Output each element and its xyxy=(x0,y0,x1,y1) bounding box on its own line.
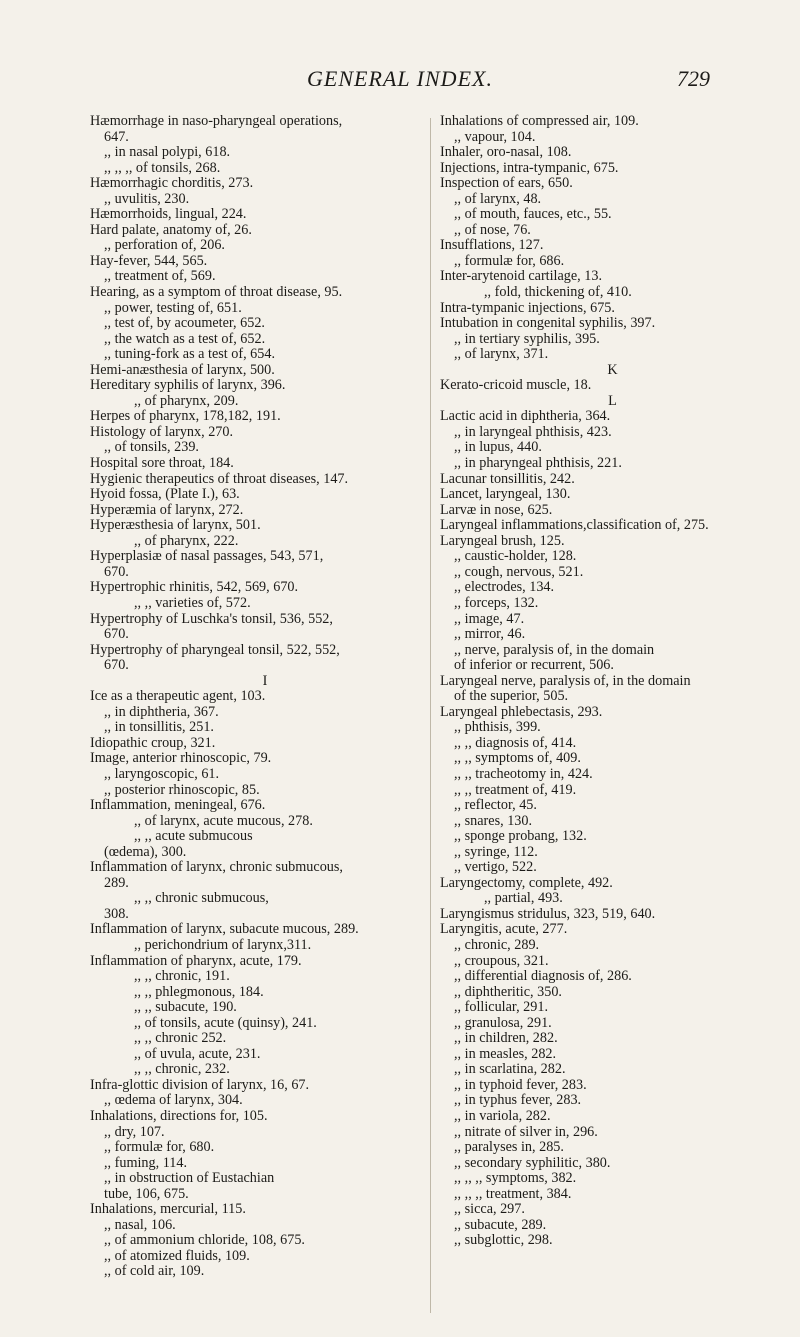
index-entry: ,, power, testing of, 651. xyxy=(104,299,242,316)
index-entry: ,, vertigo, 522. xyxy=(454,859,537,876)
index-entry: ,, nasal, 106. xyxy=(104,1216,176,1233)
index-entry: ,, cough, nervous, 521. xyxy=(454,563,584,580)
page-title: GENERAL INDEX. xyxy=(307,66,493,91)
index-entry: ,, image, 47. xyxy=(454,610,525,627)
index-entry: ,, in pharyngeal phthisis, 221. xyxy=(454,455,622,472)
index-entry: Hard palate, anatomy of, 26. xyxy=(90,221,252,238)
index-entry: ,, ,, chronic submucous, xyxy=(134,890,269,907)
index-entry: Hereditary syphilis of larynx, 396. xyxy=(90,377,286,394)
index-entry: ,, in measles, 282. xyxy=(454,1045,557,1062)
index-entry: ,, œdema of larynx, 304. xyxy=(104,1092,243,1109)
index-entry: ,, fold, thickening of, 410. xyxy=(484,284,632,301)
index-entry: Hypertrophy of Luschka's tonsil, 536, 552, xyxy=(90,610,333,627)
index-entry: Laryngeal nerve, paralysis of, in the domain xyxy=(440,672,691,689)
index-entry: ,, of tonsils, acute (quinsy), 241. xyxy=(134,1014,317,1031)
index-entry: Hospital sore throat, 184. xyxy=(90,455,234,472)
index-entry: ,, ,, treatment of, 419. xyxy=(454,781,577,798)
index-entry: Hypertrophic rhinitis, 542, 569, 670. xyxy=(90,579,299,596)
index-entry: 670. xyxy=(104,563,129,580)
index-entry: Inspection of ears, 650. xyxy=(440,175,573,192)
index-entry: Hæmorrhagic chorditis, 273. xyxy=(90,175,254,192)
index-entry: ,, of tonsils, 239. xyxy=(104,439,199,456)
index-entry: ,, in typhus fever, 283. xyxy=(454,1092,582,1109)
index-entry: 647. xyxy=(104,128,129,145)
index-entry: ,, of larynx, acute mucous, 278. xyxy=(134,812,313,829)
index-entry: ,, treatment of, 569. xyxy=(104,268,216,285)
index-entry: 670. xyxy=(104,657,129,674)
index-entry: ,, tuning-fork as a test of, 654. xyxy=(104,346,276,363)
index-entry: Inhalations, directions for, 105. xyxy=(90,1108,268,1124)
index-entry: Hæmorrhoids, lingual, 224. xyxy=(90,206,247,223)
index-entry: Inflammation, meningeal, 676. xyxy=(90,797,266,814)
index-entry: ,, the watch as a test of, 652. xyxy=(104,330,266,347)
index-entry: Lacunar tonsillitis, 242. xyxy=(440,470,575,487)
index-entry: ,, partial, 493. xyxy=(484,890,563,907)
index-entry: Hearing, as a symptom of throat disease, 95. xyxy=(90,284,343,301)
index-entry: ,, snares, 130. xyxy=(454,812,533,829)
index-entry: ,, in variola, 282. xyxy=(454,1108,551,1124)
index-entry: Infra-glottic division of larynx, 16, 67. xyxy=(90,1076,310,1093)
index-entry: ,, chronic, 289. xyxy=(454,936,540,953)
index-entry: ,, in tonsillitis, 251. xyxy=(104,719,214,736)
index-entry: ,, of larynx, 48. xyxy=(454,190,542,207)
index-entry: ,, uvulitis, 230. xyxy=(104,190,190,207)
index-entry: Laryngeal inflammations,classification of, 275. xyxy=(440,517,709,534)
index-entry: ,, of nose, 76. xyxy=(454,221,531,238)
index-entry: ,, paralyses in, 285. xyxy=(454,1139,564,1156)
index-entry: ,, fuming, 114. xyxy=(104,1154,188,1171)
index-entry: 289. xyxy=(104,874,129,891)
index-entry: ,, in scarlatina, 282. xyxy=(454,1061,566,1078)
index-entry: Hæmorrhage in naso-pharyngeal operations, xyxy=(90,113,343,129)
index-entry: ,, ,, ,, of tonsils, 268. xyxy=(104,159,221,176)
index-entry: ,, of cold air, 109. xyxy=(104,1263,205,1280)
index-entry: Hygienic therapeutics of throat diseases, 147. xyxy=(90,470,349,487)
index-entry: 308. xyxy=(104,905,129,922)
index-entry: ,, electrodes, 134. xyxy=(454,579,555,596)
index-entry: ,, ,, varieties of, 572. xyxy=(134,594,251,611)
index-entry: ,, ,, symptoms of, 409. xyxy=(454,750,581,767)
index-entry: ,, syringe, 112. xyxy=(454,843,538,860)
page-number: 729 xyxy=(677,66,710,91)
index-entry: ,, subacute, 289. xyxy=(454,1216,547,1233)
index-entry: ,, of pharynx, 222. xyxy=(134,532,239,549)
index-entry: ,, of atomized fluids, 109. xyxy=(104,1247,250,1264)
index-entry: ,, formulæ for, 686. xyxy=(454,252,565,269)
index-entry: ,, ,, chronic, 191. xyxy=(134,968,230,985)
index-entry: Laryngeal phlebectasis, 293. xyxy=(440,703,603,720)
index-entry: ,, sponge probang, 132. xyxy=(454,828,587,845)
index-entry: ,, phthisis, 399. xyxy=(454,719,541,736)
section-letter: I xyxy=(262,672,268,689)
page-header xyxy=(0,66,800,96)
index-entry: of inferior or recurrent, 506. xyxy=(454,657,614,674)
index-entry: ,, nerve, paralysis of, in the domain xyxy=(454,641,655,658)
index-entry: Hyperæmia of larynx, 272. xyxy=(90,501,244,518)
index-entry: tube, 106, 675. xyxy=(104,1185,189,1202)
index-entry: Inflammation of larynx, chronic submucous, xyxy=(90,859,343,876)
index-entry: ,, of ammonium chloride, 108, 675. xyxy=(104,1232,305,1249)
section-letter: L xyxy=(608,392,617,409)
index-entry: Larvæ in nose, 625. xyxy=(440,501,553,518)
index-entry: Kerato-cricoid muscle, 18. xyxy=(440,377,592,394)
index-entry: ,, mirror, 46. xyxy=(454,626,526,643)
index-entry: ,, ,, tracheotomy in, 424. xyxy=(454,765,593,782)
index-entry: ,, in children, 282. xyxy=(454,1030,558,1047)
index-entry: ,, formulæ for, 680. xyxy=(104,1139,215,1156)
index-entry: (œdema), 300. xyxy=(104,843,187,860)
index-entry: Idiopathic croup, 321. xyxy=(90,734,216,751)
index-column-right xyxy=(440,114,785,1249)
index-entry: ,, vapour, 104. xyxy=(454,128,536,145)
index-entry: Lactic acid in diphtheria, 364. xyxy=(440,408,611,425)
index-entry: Inflammation of larynx, subacute mucous, 289. xyxy=(90,921,359,938)
index-entry: ,, of pharynx, 209. xyxy=(134,392,239,409)
index-entry: ,, caustic-holder, 128. xyxy=(454,548,577,565)
index-entry: ,, croupous, 321. xyxy=(454,952,549,969)
index-entry: ,, in typhoid fever, 283. xyxy=(454,1076,587,1093)
index-entry: Histology of larynx, 270. xyxy=(90,423,234,440)
index-entry: ,, ,, ,, symptoms, 382. xyxy=(454,1170,577,1187)
index-entry: ,, ,, subacute, 190. xyxy=(134,999,237,1016)
section-letter: K xyxy=(607,361,618,378)
index-entry: ,, dry, 107. xyxy=(104,1123,165,1140)
index-entry: ,, in laryngeal phthisis, 423. xyxy=(454,423,612,440)
index-entry: ,, ,, phlegmonous, 184. xyxy=(134,983,264,1000)
index-entry: Inter-arytenoid cartilage, 13. xyxy=(440,268,603,285)
index-entry: Lancet, laryngeal, 130. xyxy=(440,486,571,503)
column-divider xyxy=(430,118,431,1313)
index-entry: Laryngismus stridulus, 323, 519, 640. xyxy=(440,905,656,922)
index-entry: Hyperæsthesia of larynx, 501. xyxy=(90,517,261,534)
index-entry: Image, anterior rhinoscopic, 79. xyxy=(90,750,272,767)
index-entry: ,, in tertiary syphilis, 395. xyxy=(454,330,600,347)
index-entry: ,, diphtheritic, 350. xyxy=(454,983,562,1000)
index-entry: ,, test of, by acoumeter, 652. xyxy=(104,315,265,332)
index-entry: Hay-fever, 544, 565. xyxy=(90,252,208,269)
index-entry: of the superior, 505. xyxy=(454,688,569,705)
index-entry: Intra-tympanic injections, 675. xyxy=(440,299,615,316)
index-entry: ,, ,, acute submucous xyxy=(134,828,253,845)
index-entry: Laryngitis, acute, 277. xyxy=(440,921,568,938)
index-entry: ,, of larynx, 371. xyxy=(454,346,549,363)
index-entry: ,, of uvula, acute, 231. xyxy=(134,1045,261,1062)
index-entry: ,, perichondrium of larynx,311. xyxy=(134,936,312,953)
index-entry: Injections, intra-tympanic, 675. xyxy=(440,159,619,176)
index-entry: Laryngeal brush, 125. xyxy=(440,532,565,549)
index-entry: 670. xyxy=(104,626,129,643)
index-entry: Insufflations, 127. xyxy=(440,237,544,254)
index-entry: ,, sicca, 297. xyxy=(454,1201,525,1218)
index-entry: ,, subglottic, 298. xyxy=(454,1232,553,1249)
index-entry: ,, in diphtheria, 367. xyxy=(104,703,219,720)
index-column-left xyxy=(90,114,440,1280)
index-entry: Intubation in congenital syphilis, 397. xyxy=(440,315,656,332)
index-entry: Laryngectomy, complete, 492. xyxy=(440,874,613,891)
index-entry: ,, in lupus, 440. xyxy=(454,439,542,456)
index-entry: ,, laryngoscopic, 61. xyxy=(104,765,220,782)
index-entry: ,, follicular, 291. xyxy=(454,999,548,1016)
index-entry: ,, ,, diagnosis of, 414. xyxy=(454,734,577,751)
index-entry: Hemi-anæsthesia of larynx, 500. xyxy=(90,361,275,378)
index-entry: ,, ,, ,, treatment, 384. xyxy=(454,1185,572,1202)
index-entry: ,, reflector, 45. xyxy=(454,797,537,814)
index-entry: ,, granulosa, 291. xyxy=(454,1014,552,1031)
index-entry: Hyperplasiæ of nasal passages, 543, 571, xyxy=(90,548,324,565)
index-entry: ,, ,, chronic, 232. xyxy=(134,1061,230,1078)
index-entry: ,, secondary syphilitic, 380. xyxy=(454,1154,611,1171)
index-entry: ,, differential diagnosis of, 286. xyxy=(454,968,632,985)
index-entry: ,, posterior rhinoscopic, 85. xyxy=(104,781,260,798)
index-entry: Hyoid fossa, (Plate I.), 63. xyxy=(90,486,240,503)
index-entry: Inhalations, mercurial, 115. xyxy=(90,1201,246,1218)
index-entry: Hypertrophy of pharyngeal tonsil, 522, 552, xyxy=(90,641,340,658)
index-entry: ,, in obstruction of Eustachian xyxy=(104,1170,275,1187)
index-entry: Herpes of pharynx, 178,182, 191. xyxy=(90,408,281,425)
index-entry: Ice as a therapeutic agent, 103. xyxy=(90,688,266,705)
index-entry: Inhaler, oro-nasal, 108. xyxy=(440,144,572,161)
index-entry: Inflammation of pharynx, acute, 179. xyxy=(90,952,302,969)
index-entry: ,, forceps, 132. xyxy=(454,594,539,611)
index-entry: ,, ,, chronic 252. xyxy=(134,1030,227,1047)
index-entry: ,, in nasal polypi, 618. xyxy=(104,144,231,161)
index-entry: ,, nitrate of silver in, 296. xyxy=(454,1123,598,1140)
index-entry: ,, of mouth, fauces, etc., 55. xyxy=(454,206,612,223)
index-entry: Inhalations of compressed air, 109. xyxy=(440,113,639,129)
index-entry: ,, perforation of, 206. xyxy=(104,237,225,254)
